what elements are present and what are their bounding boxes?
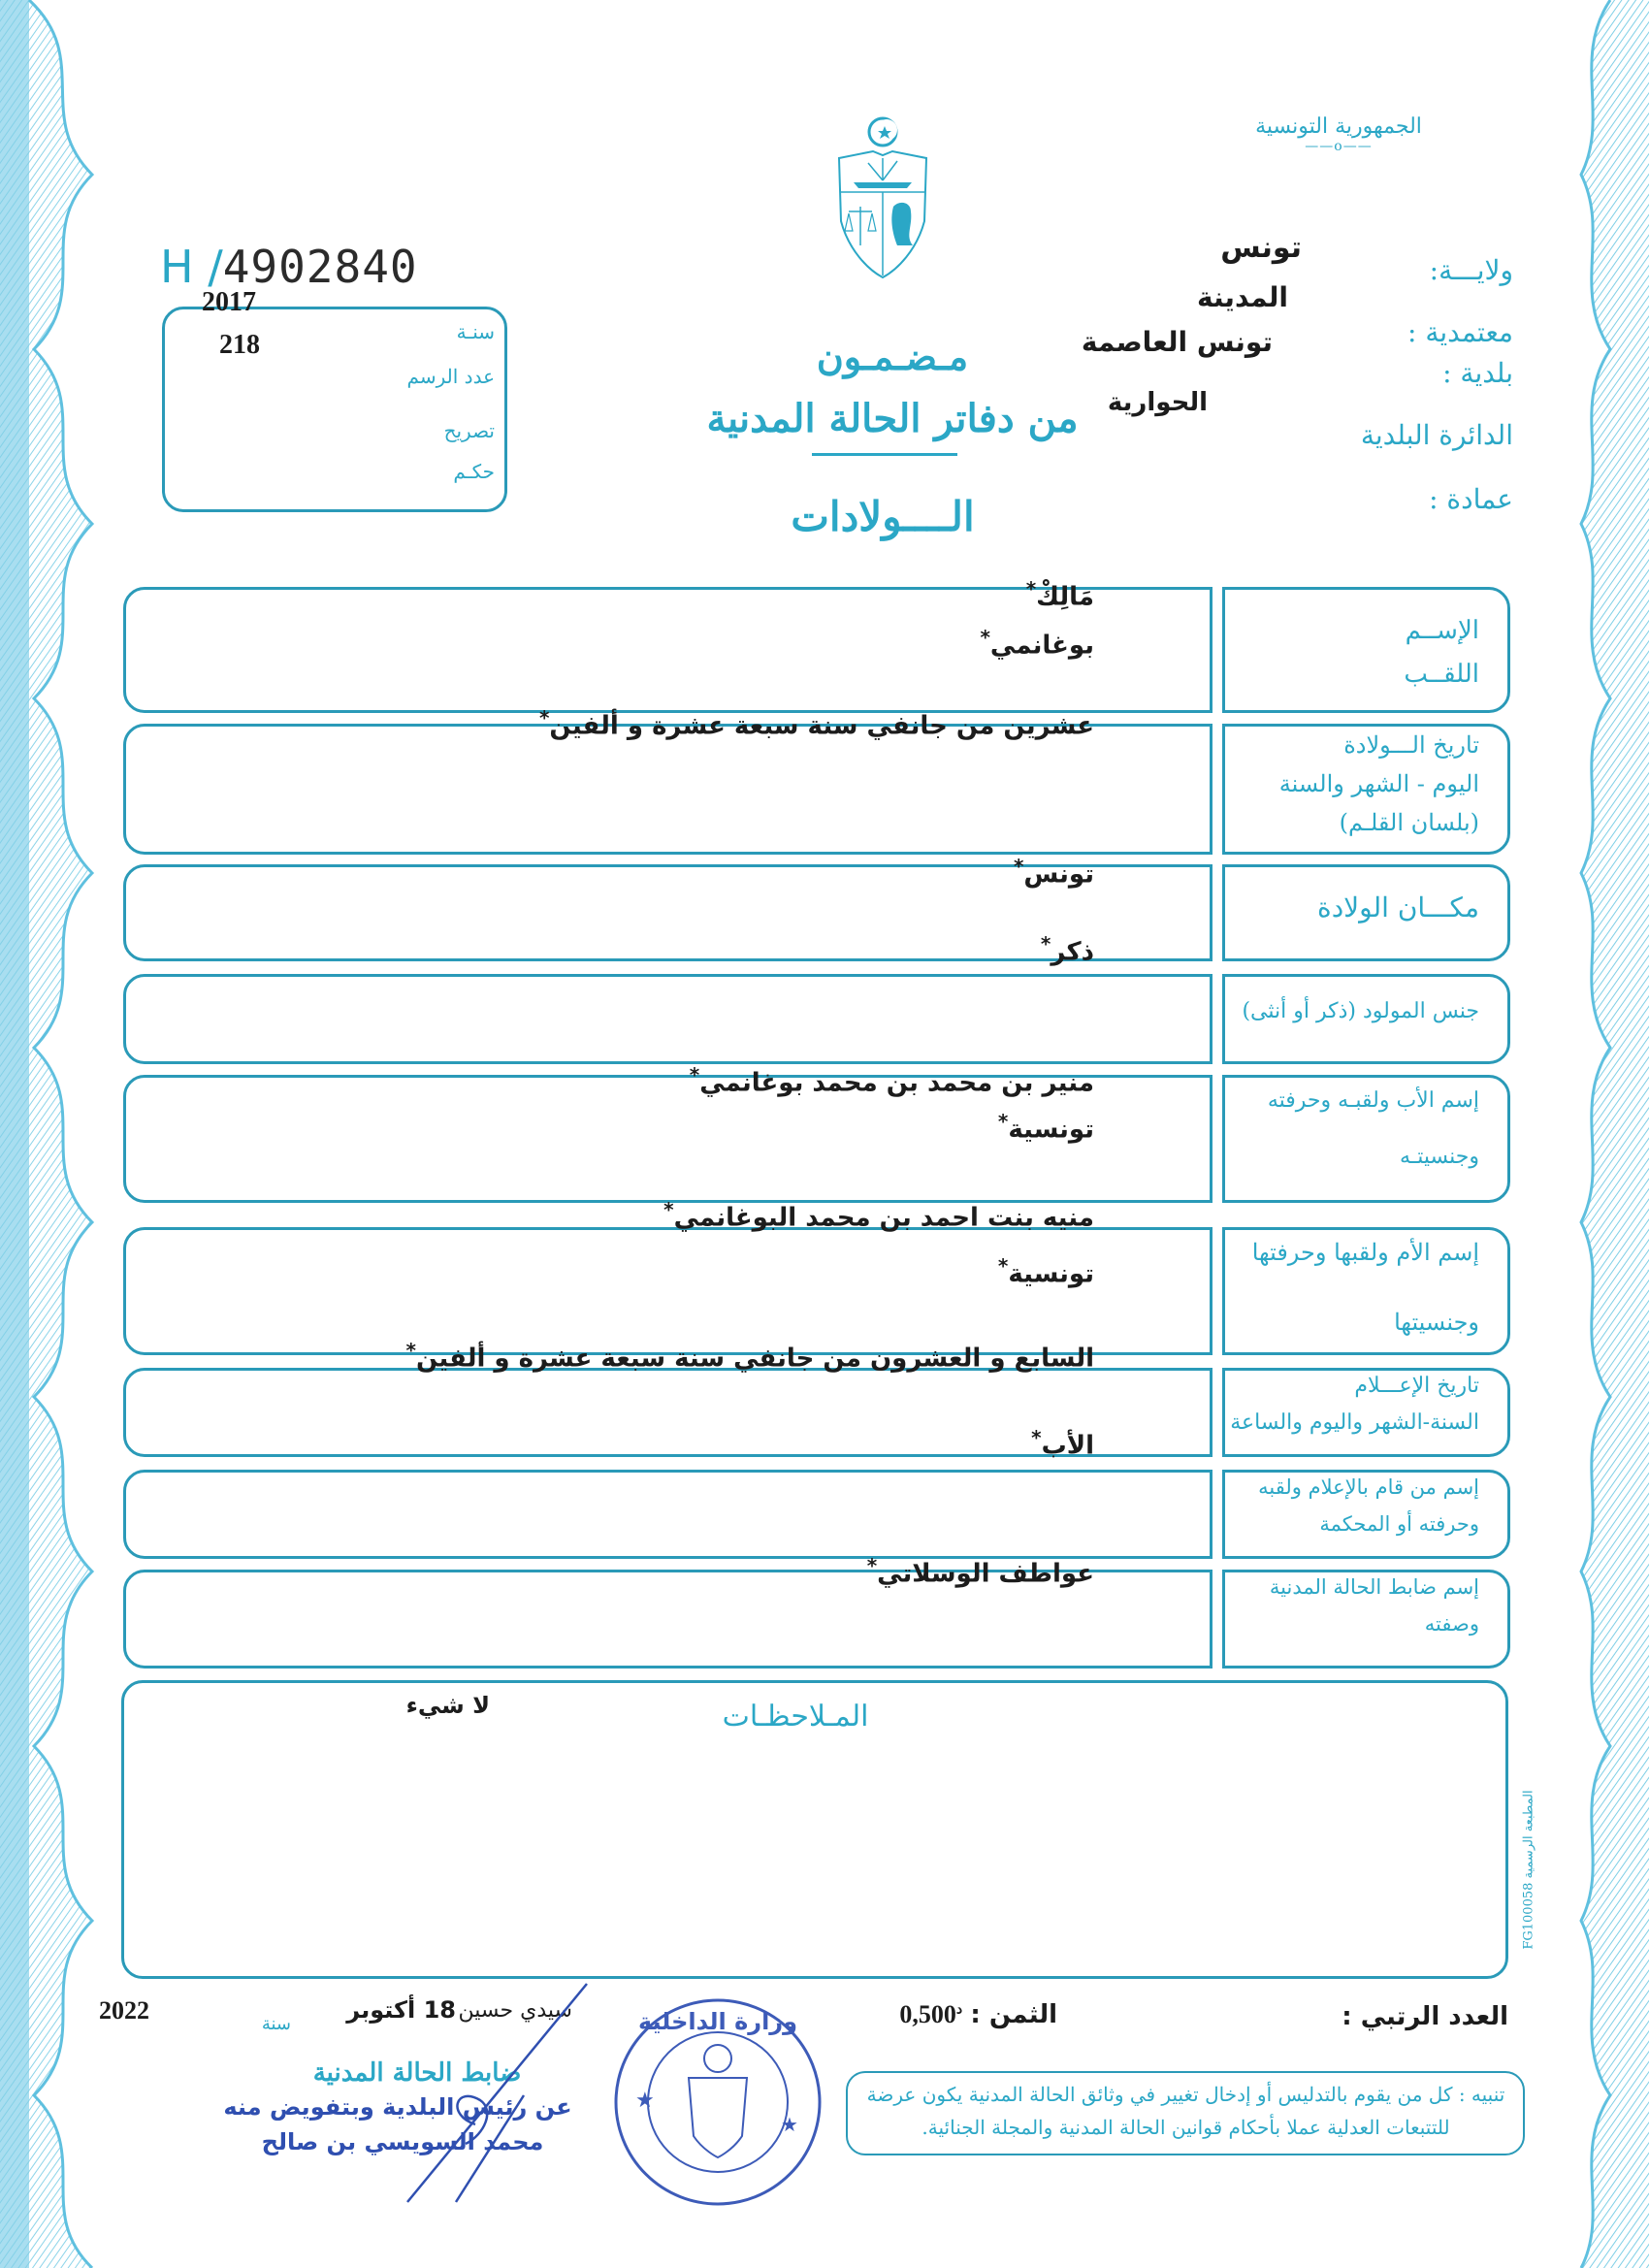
title-line2: من دفاتر الحالة المدنية bbox=[706, 396, 1079, 441]
row-value-box bbox=[123, 1470, 1212, 1559]
row-value bbox=[1026, 577, 1094, 612]
row-label: اليوم - الشهر والسنة bbox=[1278, 770, 1479, 797]
row-value bbox=[998, 1254, 1094, 1289]
row-label: إسم الأم ولقبها وحرفتها bbox=[1251, 1239, 1479, 1266]
row-label: اللقــب bbox=[1404, 660, 1479, 689]
serial-value: 4902840 bbox=[222, 241, 418, 293]
row-label: وحرفته أو المحكمة bbox=[1319, 1512, 1479, 1536]
asterisk-mark: * bbox=[997, 1110, 1009, 1133]
svg-text:★: ★ bbox=[635, 2089, 655, 2113]
delegation-label: معتمدية : bbox=[1407, 316, 1513, 348]
republic-text: الجمهورية التونسية bbox=[1255, 114, 1422, 139]
footer-place: سيدي حسين bbox=[458, 1998, 572, 2023]
row-value bbox=[539, 706, 1094, 741]
row-value-text: تونس bbox=[1023, 859, 1094, 890]
row-value bbox=[406, 1339, 1095, 1374]
row-value bbox=[1031, 1426, 1094, 1461]
serial-prefix: H / bbox=[160, 241, 223, 293]
printer-imprint: المطبعة الرسمية FG100058 bbox=[1521, 1790, 1536, 1950]
row-label: الإســم bbox=[1405, 616, 1479, 645]
registry-declaration-label: تصريح bbox=[443, 419, 495, 442]
district-value: الحوارية bbox=[1107, 388, 1208, 417]
row-value-text: تونسية bbox=[1008, 1115, 1094, 1145]
republic-ornament: ——o—— bbox=[1305, 139, 1373, 154]
row-value-text: منير بن محمد بن محمد بوغانمي bbox=[699, 1068, 1094, 1098]
row-value-text: السابع و العشرون من جانفي سنة سبعة عشرة و ألفين bbox=[415, 1344, 1094, 1374]
row-label: تاريخ الإعـــلام bbox=[1354, 1374, 1479, 1398]
delegation-value: المدينة bbox=[1197, 281, 1288, 313]
row-value bbox=[980, 626, 1094, 661]
row-value bbox=[1041, 932, 1094, 967]
row-label: وجنسيتـه bbox=[1399, 1145, 1479, 1169]
row-label-box bbox=[1222, 587, 1510, 713]
row-value-text: ذكر bbox=[1051, 937, 1094, 967]
remarks-value: لا شيء bbox=[405, 1692, 490, 1719]
row-label: إسم ضابط الحالة المدنية bbox=[1269, 1575, 1479, 1599]
asterisk-mark: * bbox=[980, 626, 990, 649]
municipality-label: بلدية : bbox=[1442, 357, 1513, 389]
footer-year-value: 2022 bbox=[99, 1996, 149, 2025]
guilloche-border-left bbox=[0, 0, 116, 2268]
asterisk-mark: * bbox=[1040, 932, 1051, 956]
price-currency: د bbox=[955, 2002, 963, 2018]
section-title: الــــولادات bbox=[791, 493, 975, 540]
serial-label: العدد الرتبي : bbox=[1342, 2002, 1508, 2031]
registry-act-number-value: 218 bbox=[219, 330, 260, 360]
row-label: تاريخ الـــولادة bbox=[1343, 731, 1479, 759]
title-line1: مـضـمـون bbox=[816, 335, 969, 378]
row-label: إسم من قام بالإعلام ولقبه bbox=[1258, 1475, 1479, 1499]
row-value bbox=[663, 1198, 1094, 1233]
row-value-box bbox=[123, 724, 1212, 855]
row-value-text: منيه بنت احمد بن محمد البوغانمي bbox=[673, 1203, 1094, 1233]
row-label: (بلسان القلـم) bbox=[1339, 809, 1479, 836]
warning-text: تنبيه : كل من يقوم بالتدليس أو إدخال تغيير في وثائق الحالة المدنية يكون عرضة للتتبعات العدلية عملا بأحكام قوانين الحالة المدنية والمجلة الجنائية. bbox=[866, 2083, 1505, 2139]
asterisk-mark: * bbox=[1025, 577, 1037, 600]
governorate-value: تونس bbox=[1220, 231, 1302, 265]
stamp-text: وزارة الداخلية bbox=[637, 2008, 798, 2035]
row-value-text: بوغانمي bbox=[989, 631, 1094, 661]
signature-icon bbox=[388, 1979, 601, 2212]
price-amount: 0,500 bbox=[899, 2000, 956, 2028]
row-value-text: تونسية bbox=[1008, 1259, 1094, 1289]
row-value-box bbox=[123, 1227, 1212, 1355]
row-label: مكـــان الولادة bbox=[1317, 891, 1479, 923]
row-value bbox=[867, 1554, 1094, 1589]
row-value-text: الأب bbox=[1041, 1431, 1094, 1461]
row-value bbox=[998, 1110, 1094, 1145]
remarks-title: المـلاحظـات bbox=[722, 1700, 869, 1733]
serial-number bbox=[160, 241, 418, 293]
sector-label: عمادة : bbox=[1429, 483, 1513, 515]
row-label: وصفته bbox=[1424, 1612, 1479, 1636]
asterisk-mark: * bbox=[866, 1554, 878, 1577]
official-stamp-icon bbox=[597, 1991, 839, 2214]
price-label: الثمن : bbox=[970, 2000, 1057, 2029]
row-label: وجنسيتها bbox=[1394, 1309, 1479, 1336]
registry-year-label: سنـة bbox=[456, 320, 495, 343]
registry-judgment-label: حكـم bbox=[453, 460, 495, 483]
row-value-text: عشرين من جانفي سنة سبعة عشرة و ألفين bbox=[549, 711, 1094, 741]
asterisk-mark: * bbox=[689, 1063, 700, 1086]
municipality-value: تونس العاصمة bbox=[1081, 326, 1273, 358]
asterisk-mark: * bbox=[538, 706, 550, 729]
row-value-text: عواطف الوسلاتي bbox=[877, 1559, 1094, 1589]
guilloche-border-right bbox=[1571, 0, 1649, 2268]
governorate-label: ولايـــة: bbox=[1429, 254, 1513, 286]
asterisk-mark: * bbox=[663, 1198, 674, 1221]
row-label: جنس المولود (ذكر أو أنثى) bbox=[1242, 999, 1479, 1023]
price-value bbox=[899, 2000, 962, 2028]
row-label: السنة-الشهر واليوم والساعة bbox=[1230, 1410, 1479, 1435]
officer-delegation: عن رئيس البلدية وبتفويض منه bbox=[223, 2093, 572, 2121]
row-value bbox=[690, 1063, 1094, 1098]
footer-year-label: سنة bbox=[261, 2014, 291, 2034]
registry-year-value: 2017 bbox=[202, 287, 256, 317]
republic-title bbox=[1242, 114, 1436, 154]
footer-day-month: 18 أكتوبر bbox=[346, 1996, 456, 2024]
row-label: إسم الأب ولقبـه وحرفته bbox=[1267, 1088, 1479, 1113]
asterisk-mark: * bbox=[1013, 855, 1024, 878]
asterisk-mark: * bbox=[997, 1254, 1009, 1278]
price bbox=[899, 2000, 1057, 2029]
officer-name: محمد السويسي بن صالح bbox=[261, 2128, 544, 2155]
district-label: الدائرة البلدية bbox=[1360, 419, 1513, 451]
row-value-text: مَالِكْ bbox=[1036, 582, 1094, 612]
registry-act-number-label: عدد الرسم bbox=[406, 365, 495, 388]
row-value bbox=[1014, 855, 1094, 890]
officer-title: ضابط الحالة المدنية bbox=[312, 2058, 522, 2088]
row-value-box bbox=[123, 974, 1212, 1064]
svg-text:★: ★ bbox=[781, 2113, 798, 2136]
tunisia-coat-of-arms-icon bbox=[829, 114, 936, 279]
title-underline bbox=[812, 453, 957, 456]
asterisk-mark: * bbox=[405, 1339, 416, 1362]
asterisk-mark: * bbox=[1031, 1426, 1042, 1449]
